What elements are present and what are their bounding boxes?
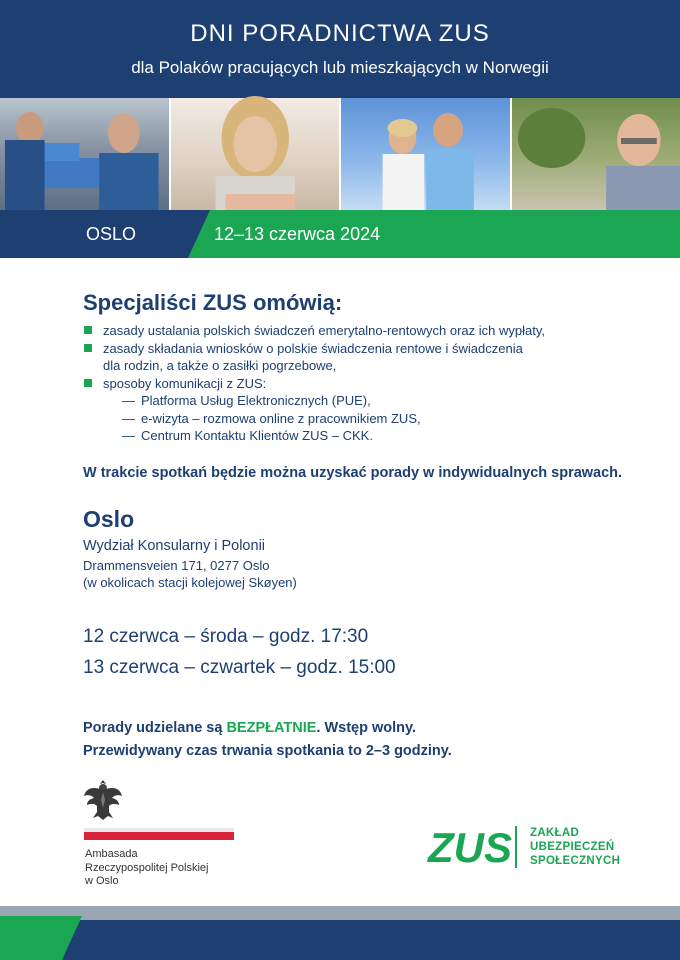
embassy-signature: Ambasada Rzeczypospolitej Polskiej w Oslo	[85, 848, 209, 887]
photo-strip	[0, 98, 680, 210]
poster-subtitle: dla Polaków pracujących lub mieszkających w Norwegii	[131, 58, 549, 77]
photo-senior-man	[510, 98, 680, 210]
polish-eagle-emblem-icon	[83, 778, 123, 822]
event-info	[83, 717, 452, 763]
location-banner	[0, 210, 680, 258]
list-item: zasady ustalania polskich świadczeń emerytalno-rentowych oraz ich wypłaty,	[84, 322, 644, 340]
topics-list	[84, 322, 644, 445]
venue-address	[83, 538, 297, 592]
session-item: 12 czerwca – środa – godz. 17:30	[83, 626, 369, 647]
sublist	[103, 392, 644, 445]
dash-icon: —	[122, 410, 135, 426]
venue-name: Wydział Konsularny i Polonii	[83, 538, 266, 554]
topics-title: Specjaliści ZUS omówią:	[83, 290, 343, 315]
footer-band	[0, 906, 680, 960]
banner-city: OSLO	[86, 224, 137, 244]
svg-text:ZUS: ZUS	[428, 824, 512, 871]
sublist-item: — Centrum Kontaktu Klientów ZUS – CKK.	[122, 428, 373, 443]
zus-logo-icon	[428, 824, 512, 871]
venue-hint: (w okolicach stacji kolejowej Skøyen)	[83, 575, 297, 590]
zus-full-name: ZAKŁAD UBEZPIECZEŃ SPOŁECZNYCH	[530, 827, 621, 867]
polish-flag-stripe	[84, 828, 234, 840]
bullet-icon	[84, 379, 92, 387]
info-line-free: Porady udzielane są BEZPŁATNIE. Wstęp wolny.	[83, 720, 417, 736]
list-item: zasady składania wniosków o polskie świadczenia rentowe i świadczenia	[84, 340, 644, 358]
list-item: sposoby komunikacji z ZUS: — Platforma Usług Elektronicznych (PUE), — e-wizyta – rozmowa online z pracownikiem ZUS, — Centrum Kontaktu Klientów ZUS – CKK.	[84, 375, 644, 445]
header	[0, 0, 680, 98]
free-label: BEZPŁATNIE	[226, 720, 317, 736]
advice-note: W trakcie spotkań będzie można uzyskać porady w indywidualnych sprawach.	[83, 465, 623, 481]
bullet-icon	[84, 344, 92, 352]
bullet-icon	[84, 326, 92, 334]
photo-workshop	[0, 98, 169, 210]
sublist-item: — Platforma Usług Elektronicznych (PUE),	[122, 393, 371, 408]
venue-city: Oslo	[83, 506, 135, 532]
poster-title: DNI PORADNICTWA ZUS	[190, 20, 490, 47]
session-item: 13 czerwca – czwartek – godz. 15:00	[83, 657, 396, 678]
dash-icon: —	[122, 393, 135, 408]
venue-street: Drammensveien 171, 0277 Oslo	[83, 557, 270, 573]
zus-divider	[515, 826, 517, 868]
session-times	[83, 621, 396, 683]
photo-couple	[339, 98, 510, 210]
photo-woman	[169, 98, 340, 210]
info-line-duration: Przewidywany czas trwania spotkania to 2–3 godziny.	[83, 743, 452, 759]
banner-dates: 12–13 czerwca 2024	[214, 224, 381, 244]
dash-icon: —	[122, 428, 135, 443]
sublist-item: — e-wizyta – rozmowa online z pracownikiem ZUS,	[122, 410, 421, 426]
list-item-continuation: dla rodzin, a także o zasiłki pogrzebowe,	[103, 358, 337, 373]
